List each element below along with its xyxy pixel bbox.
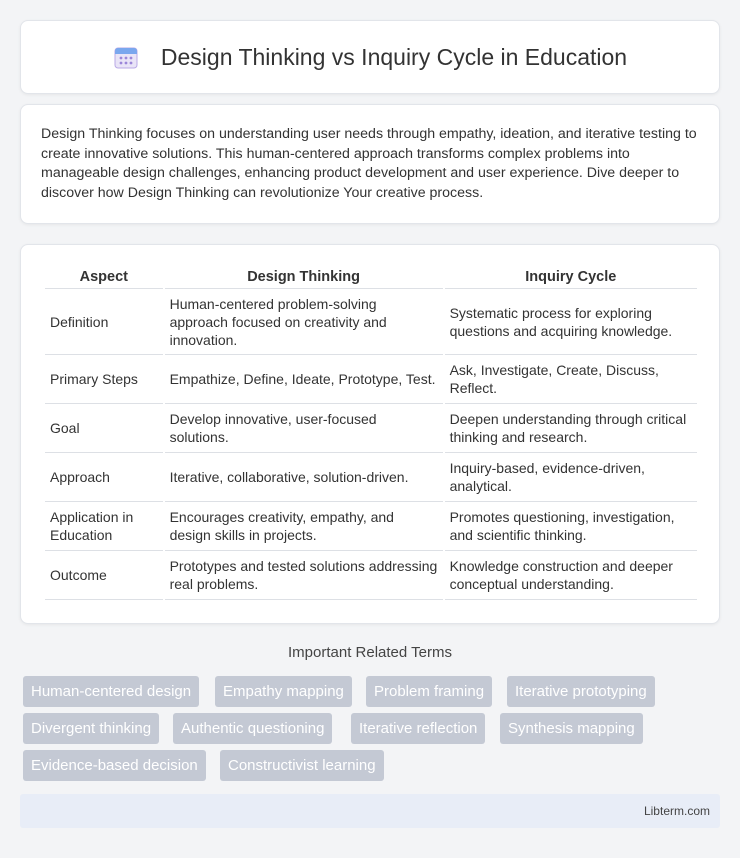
table-cell: Promotes questioning, investigation, and scientific thinking. [445, 502, 697, 551]
table-row [45, 453, 697, 502]
table-cell: Approach [45, 453, 163, 502]
comparison-table [43, 267, 699, 600]
table-cell: Encourages creativity, empathy, and design skills in projects. [165, 502, 443, 551]
comparison-card [20, 244, 720, 624]
footer [20, 794, 720, 828]
intro-card [20, 104, 720, 224]
table-cell: Primary Steps [45, 355, 163, 404]
page-title: Design Thinking vs Inquiry Cycle in Education [160, 43, 628, 70]
header-card [20, 20, 720, 94]
related-term-tag[interactable]: Authentic questioning [173, 713, 332, 744]
table-cell: Develop innovative, user-focused solutions. [165, 404, 443, 453]
table-cell: Definition [45, 289, 163, 355]
table-row [45, 551, 697, 600]
related-terms-title: Important Related Terms [288, 644, 452, 661]
table-cell: Ask, Investigate, Create, Discuss, Reflect. [445, 355, 697, 404]
table-cell: Human-centered problem-solving approach focused on creativity and innovation. [165, 289, 443, 355]
related-term-tag[interactable]: Iterative reflection [351, 713, 485, 744]
table-cell: Iterative, collaborative, solution-driven. [165, 453, 443, 502]
related-term-tag[interactable]: Synthesis mapping [500, 713, 643, 744]
related-term-tag[interactable]: Empathy mapping [215, 676, 352, 707]
table-row [45, 289, 697, 355]
calendar-icon [113, 44, 139, 70]
table-cell: Knowledge construction and deeper conceptual understanding. [445, 551, 697, 600]
related-term-tag[interactable]: Iterative prototyping [507, 676, 655, 707]
header-aspect: Aspect [45, 267, 163, 289]
related-term-tag[interactable]: Human-centered design [23, 676, 199, 707]
table-cell: Systematic process for exploring questions and acquiring knowledge. [445, 289, 697, 355]
table-cell: Deepen understanding through critical thinking and research. [445, 404, 697, 453]
table-row [45, 355, 697, 404]
related-term-tag[interactable]: Evidence-based decision [23, 750, 206, 781]
table-header-row [45, 267, 697, 289]
table-row [45, 404, 697, 453]
table-cell: Outcome [45, 551, 163, 600]
table-cell: Inquiry-based, evidence-driven, analytical. [445, 453, 697, 502]
related-term-tag[interactable]: Constructivist learning [220, 750, 384, 781]
header-inquiry-cycle: Inquiry Cycle [445, 267, 697, 289]
table-cell: Empathize, Define, Ideate, Prototype, Test. [165, 355, 443, 404]
intro-text: Design Thinking focuses on understanding user needs through empathy, ideation, and iterative testing to create innovative solutions. This human-centered approach transforms complex problems into manageable design challenges, enhancing product development and user experience. Dive deeper to discover how Design Thinking can revolutionize Your creative process. [41, 126, 697, 201]
related-term-tag[interactable]: Problem framing [366, 676, 492, 707]
table-cell: Application in Education [45, 502, 163, 551]
header-design-thinking: Design Thinking [165, 267, 443, 289]
footer-brand[interactable]: Libterm.com [643, 804, 710, 818]
table-cell: Goal [45, 404, 163, 453]
related-term-tag[interactable]: Divergent thinking [23, 713, 159, 744]
table-row [45, 502, 697, 551]
table-cell: Prototypes and tested solutions addressing real problems. [165, 551, 443, 600]
